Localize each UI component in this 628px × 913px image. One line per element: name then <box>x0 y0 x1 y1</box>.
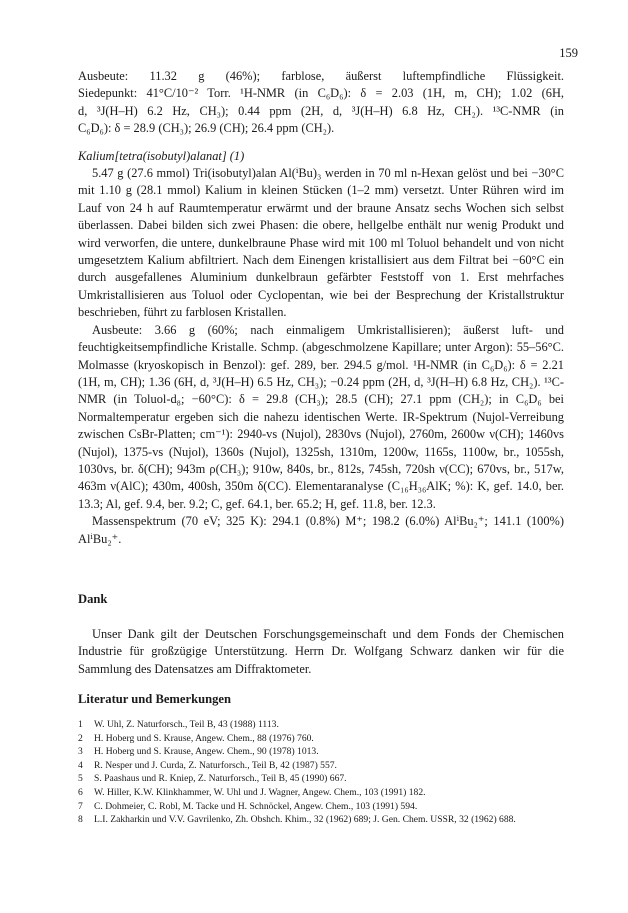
reference-item <box>78 813 564 827</box>
dank-paragraph: Unser Dank gilt der Deutschen Forschungsgemeinschaft und dem Fonds der Chemischen Industrie für großzügige Unterstützung. Herrn Dr. Wolfgang Schwarz danken wir für die Sammlung des Datensatzes am Diffraktometer. <box>78 627 564 676</box>
page-number: 159 <box>559 46 578 60</box>
compound-title: Kalium[tetra(isobutyl)alanat] (1) <box>78 148 245 163</box>
boiling-point-line: Siedepunkt: 41°C/10⁻² Torr. ¹H-NMR (in C₆D₆): δ = 2.03 (1H, m, CH); 1.02 (6H, <box>78 86 564 101</box>
reference-text: H. Hoberg und S. Krause, Angew. Chem., 88 (1976) 760. <box>94 732 314 744</box>
reference-text: W. Uhl, Z. Naturforsch., Teil B, 43 (1988) 1113. <box>94 719 279 730</box>
reference-item <box>78 786 564 800</box>
reference-item <box>78 759 564 773</box>
reference-number: 2 <box>78 732 83 744</box>
reference-item <box>78 800 564 814</box>
dank-section <box>78 626 564 678</box>
yield-line: Ausbeute: 11.32 g (46%); farblose, äußerst luftempfindliche Flüssigkeit. <box>78 69 564 83</box>
experimental-section <box>78 68 564 548</box>
reference-text: S. Paashaus und R. Kniep, Z. Naturforsch., Teil B, 45 (1990) 667. <box>94 773 347 785</box>
reference-text: H. Hoberg und S. Krause, Angew. Chem., 90 (1978) 1013. <box>94 746 319 758</box>
reference-item <box>78 732 564 746</box>
preparation-paragraph: 5.47 g (27.6 mmol) Tri(isobutyl)alan Al(ⁱBu)₃ werden in 70 ml n-Hexan gelöst und bei −30°C mit 1.10 g (28.1 mmol) Kalium in kleinen Stücken (1–2 mm) versetzt. Unter Rühren wird im Lauf von 24 h auf Raumtemperatur erwärmt und der braune Ansatz sechs Wochen sich selbst überlassen. Dabei bilden sich zwei Phasen: die obere, hellgelbe enthält nur wenig Produkt und wird verworfen, die untere, dunkelbraune Phase wird mit 100 ml Toluol behandelt und von nicht umgesetztem Kalium abfiltriert. Nach dem Einengen kristallisiert aus dem Filtrat bei −60°C ein durch ausgefallenes Aluminium dunkelbraun gefärbter Feststoff von 1. Erst mehrfaches Umkristallisieren aus Toluol oder Cyclopentan, wie bei der Besprechung der Kristallstruktur beschrieben, führt zu farblosen Kristallen. <box>78 166 564 320</box>
reference-text: L.I. Zakharkin und V.V. Gavrilenko, Zh. Obshch. Khim., 32 (1962) 689; J. Gen. Chem. USSR, 32 (1962) 688. <box>94 814 516 826</box>
reference-number: 5 <box>78 773 83 785</box>
reference-text: C. Dohmeier, C. Robl, M. Tacke und H. Schnöckel, Angew. Chem., 103 (1991) 594. <box>94 800 418 812</box>
reference-number: 8 <box>78 814 83 826</box>
reference-number: 4 <box>78 759 83 771</box>
reference-number: 3 <box>78 746 83 758</box>
reference-number: 6 <box>78 786 83 798</box>
c13-nmr-line: C₆D₆): δ = 28.9 (CH₃); 26.9 (CH); 26.4 ppm (CH₂). <box>78 121 335 136</box>
dank-heading: Dank <box>78 592 108 606</box>
reference-text: W. Hiller, K.W. Klinkhammer, W. Uhl und J. Wagner, Angew. Chem., 103 (1991) 182. <box>94 786 426 798</box>
reference-number: 1 <box>78 719 83 730</box>
literatur-heading: Literatur und Bemerkungen <box>78 692 232 706</box>
reference-item <box>78 718 564 732</box>
nmr-line: d, ³J(H–H) 6.2 Hz, CH₃); 0.44 ppm (2H, d, ³J(H–H) 6.8 Hz, CH₂). ¹³C-NMR (in <box>78 103 564 118</box>
reference-list <box>78 718 564 827</box>
reference-number: 7 <box>78 800 83 812</box>
reference-text: R. Nesper und J. Curda, Z. Naturforsch., Teil B, 42 (1987) 557. <box>94 759 337 771</box>
mass-spectrum-paragraph: Massenspektrum (70 eV; 325 K): 294.1 (0.8%) M⁺; 198.2 (6.0%) AlⁱBu₂⁺; 141.1 (100%) AlⁱBu₂⁺. <box>78 514 564 546</box>
reference-item <box>78 745 564 759</box>
characterization-paragraph: Ausbeute: 3.66 g (60%; nach einmaligem Umkristallisieren); äußerst luft- und feuchtigkeitsempfindliche Kristalle. Schmp. (abgeschmolzene Kapillare; unter Argon): 55–56°C. Molmasse (kryoskopisch in Benzol): gef. 289, ber. 294.5 g/mol. ¹H-NMR (in C₆D₆): δ = 2.21 (1H, m, CH); 1.36 (6H, d, ³J(H–H) 6.5 Hz, CH₃); −0.24 ppm (2H, d, ³J(H–H) 6.8 Hz, CH₂). ¹³C-NMR (in Toluol-d₈; −60°C): δ = 29.8 (CH₃); 28.5 (CH); 27.1 ppm (CH₂); in C₆D₆ bei Normaltemperatur ergeben sich die nahezu identischen Werte. IR-Spektrum (Nujol-Verreibung zwischen CsBr-Platten; cm⁻¹): 2940-vs (Nujol), 2830vs (Nujol), 2760m, 2600w ν(CH); 1460vs (Nujol), 1375-vs (Nujol), 1360s (Nujol), 1325sh, 1310m, 1200w, 1165s, 1100w, br., 1055sh, 1030vs, br. δ(CH); 943m ρ(CH₃); 910w, 840s, br., 812s, 745sh, 720sh ν(CC); 670vs, br., 517w, 463m ν(AlC); 430m, 400sh, 350m δ(CC). Elementaranalyse (C₁₆H₃₆AlK; %): K, gef. 14.0, ber. 13.3; Al, gef. 9.4, ber. 9.2; C, gef. 64.1, ber. 65.2; H, gef. 11.8, ber. 12.3. <box>78 322 564 511</box>
reference-item <box>78 772 564 786</box>
